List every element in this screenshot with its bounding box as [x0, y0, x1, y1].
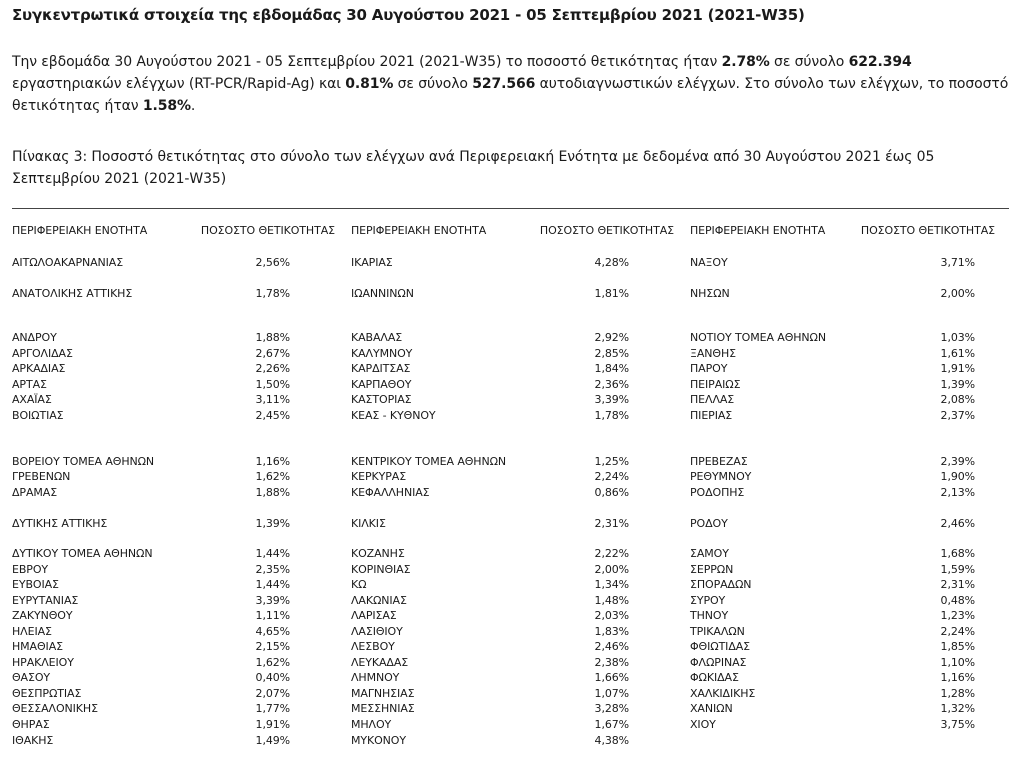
- region-positivity-rate: 3,39%: [255, 594, 290, 607]
- region-positivity-rate: 4,65%: [255, 625, 290, 638]
- region-positivity-rate: 2,00%: [594, 563, 629, 576]
- region-positivity-rate: 2,46%: [940, 517, 975, 530]
- table-caption: Πίνακας 3: Ποσοστό θετικότητας στο σύνολο των ελέγχων ανά Περιφερειακή Ενότητα με δεδομένα από 30 Αυγούστου 2021 έως 05 Σεπτεμβρίου 2021 (2021-W35): [12, 149, 935, 187]
- region-positivity-rate: 2,08%: [940, 393, 975, 406]
- table-top-rule: [12, 208, 1009, 209]
- region-name: ΦΩΚΙΔΑΣ: [690, 671, 739, 684]
- region-positivity-rate: 1,11%: [255, 609, 290, 622]
- region-positivity-rate: 1,91%: [255, 718, 290, 731]
- region-positivity-rate: 1,32%: [940, 702, 975, 715]
- region-positivity-rate: 2,39%: [940, 455, 975, 468]
- region-positivity-rate: 1,67%: [594, 718, 629, 731]
- region-positivity-rate: 2,31%: [594, 517, 629, 530]
- header-region: ΠΕΡΙΦΕΡΕΙΑΚΗ ΕΝΟΤΗΤΑ: [690, 224, 826, 237]
- region-name: ΚΟΖΑΝΗΣ: [351, 547, 405, 560]
- region-name: ΕΒΡΟΥ: [12, 563, 49, 576]
- region-name: ΚΑΡΔΙΤΣΑΣ: [351, 362, 411, 375]
- region-positivity-rate: 2,07%: [255, 687, 290, 700]
- region-positivity-rate: 2,85%: [594, 347, 629, 360]
- region-name: ΧΙΟΥ: [690, 718, 716, 731]
- page-heading: Συγκεντρωτικά στοιχεία της εβδομάδας 30 Αυγούστου 2021 - 05 Σεπτεμβρίου 2021 (2021-W35): [12, 6, 805, 24]
- region-positivity-rate: 1,68%: [940, 547, 975, 560]
- header-positivity-rate: ΠΟΣΟΣΤΟ ΘΕΤΙΚΟΤΗΤΑΣ: [539, 224, 674, 237]
- region-name: ΑΡΤΑΣ: [12, 378, 47, 391]
- region-positivity-rate: 1,23%: [940, 609, 975, 622]
- region-positivity-rate: 1,44%: [255, 547, 290, 560]
- region-name: ΙΚΑΡΙΑΣ: [351, 256, 393, 269]
- region-name: ΘΑΣΟΥ: [12, 671, 51, 684]
- summary-text: .: [190, 98, 196, 114]
- region-positivity-rate: 1,81%: [594, 287, 629, 300]
- summary-text: σε σύνολο: [393, 76, 473, 92]
- region-positivity-rate: 2,26%: [255, 362, 290, 375]
- region-positivity-rate: 1,78%: [255, 287, 290, 300]
- summary-paragraph: [12, 51, 1012, 117]
- region-positivity-rate: 1,88%: [255, 486, 290, 499]
- region-name: ΙΩΑΝΝΙΝΩΝ: [351, 287, 414, 300]
- region-name: ΘΗΡΑΣ: [12, 718, 50, 731]
- region-positivity-rate: 1,84%: [594, 362, 629, 375]
- region-positivity-rate: 4,28%: [594, 256, 629, 269]
- summary-text: αυτοδιαγνωστικών ελέγχων. Στο σύνολο των ελέγχων, το ποσοστό θετικότητας ήταν: [12, 76, 1009, 114]
- region-name: ΝΟΤΙΟΥ ΤΟΜΕΑ ΑΘΗΝΩΝ: [690, 331, 826, 344]
- region-name: ΜΥΚΟΝΟΥ: [351, 734, 406, 747]
- region-name: ΝΗΣΩΝ: [690, 287, 730, 300]
- region-name: ΑΝΑΤΟΛΙΚΗΣ ΑΤΤΙΚΗΣ: [12, 287, 133, 300]
- region-name: ΠΕΙΡΑΙΩΣ: [690, 378, 741, 391]
- region-name: ΚΕΡΚΥΡΑΣ: [351, 470, 407, 483]
- region-name: ΒΟΡΕΙΟΥ ΤΟΜΕΑ ΑΘΗΝΩΝ: [12, 455, 155, 468]
- region-positivity-rate: 1,48%: [594, 594, 629, 607]
- region-name: ΛΑΚΩΝΙΑΣ: [351, 594, 407, 607]
- region-positivity-rate: 2,37%: [940, 409, 975, 422]
- region-positivity-rate: 2,38%: [594, 656, 629, 669]
- region-positivity-rate: 1,39%: [940, 378, 975, 391]
- self-test-positivity-rate: 0.81%: [345, 76, 394, 92]
- region-name: ΛΑΡΙΣΑΣ: [351, 609, 397, 622]
- region-positivity-rate: 1,59%: [940, 563, 975, 576]
- region-name: ΓΡΕΒΕΝΩΝ: [12, 470, 71, 483]
- region-name: ΡΟΔΟΥ: [690, 517, 728, 530]
- region-positivity-rate: 1,50%: [255, 378, 290, 391]
- region-positivity-rate: 1,07%: [594, 687, 629, 700]
- region-positivity-rate: 1,39%: [255, 517, 290, 530]
- region-positivity-rate: 1,28%: [940, 687, 975, 700]
- region-positivity-rate: 3,28%: [594, 702, 629, 715]
- region-name: ΛΕΥΚΑΔΑΣ: [351, 656, 409, 669]
- region-positivity-rate: 3,75%: [940, 718, 975, 731]
- region-name: ΜΑΓΝΗΣΙΑΣ: [351, 687, 415, 700]
- region-name: ΠΡΕΒΕΖΑΣ: [690, 455, 748, 468]
- region-positivity-rate: 2,92%: [594, 331, 629, 344]
- region-name: ΚΑΣΤΟΡΙΑΣ: [351, 393, 412, 406]
- region-positivity-rate: 1,10%: [940, 656, 975, 669]
- region-name: ΧΑΛΚΙΔΙΚΗΣ: [690, 687, 756, 700]
- region-positivity-rate: 0,86%: [594, 486, 629, 499]
- region-name: ΕΥΡΥΤΑΝΙΑΣ: [12, 594, 79, 607]
- region-positivity-rate: 2,15%: [255, 640, 290, 653]
- region-positivity-rate: 1,49%: [255, 734, 290, 747]
- region-positivity-rate: 1,77%: [255, 702, 290, 715]
- region-name: ΦΘΙΩΤΙΔΑΣ: [690, 640, 751, 653]
- region-positivity-rate: 3,11%: [255, 393, 290, 406]
- region-positivity-rate: 3,39%: [594, 393, 629, 406]
- region-name: ΚΙΛΚΙΣ: [351, 517, 386, 530]
- region-name: ΑΝΔΡΟΥ: [12, 331, 57, 344]
- region-name: ΑΙΤΩΛΟΑΚΑΡΝΑΝΙΑΣ: [12, 256, 124, 269]
- lab-tests-total: 622.394: [848, 54, 912, 70]
- region-name: ΚΑΒΑΛΑΣ: [351, 331, 403, 344]
- region-positivity-rate: 1,44%: [255, 578, 290, 591]
- region-positivity-rate: 2,36%: [594, 378, 629, 391]
- summary-text: Την εβδομάδα 30 Αυγούστου 2021 - 05 Σεπτεμβρίου 2021 (2021-W35) το ποσοστό θετικότητας ήταν: [12, 54, 722, 70]
- region-name: ΘΕΣΠΡΩΤΙΑΣ: [12, 687, 82, 700]
- region-name: ΞΑΝΘΗΣ: [690, 347, 736, 360]
- region-name: ΗΡΑΚΛΕΙΟΥ: [12, 656, 74, 669]
- region-name: ΒΟΙΩΤΙΑΣ: [12, 409, 64, 422]
- region-positivity-rate: 2,35%: [255, 563, 290, 576]
- region-name: ΠΑΡΟΥ: [690, 362, 728, 375]
- region-positivity-rate: 0,40%: [255, 671, 290, 684]
- region-name: ΕΥΒΟΙΑΣ: [12, 578, 59, 591]
- region-positivity-rate: 2,03%: [594, 609, 629, 622]
- region-positivity-rate: 1,16%: [940, 671, 975, 684]
- region-positivity-rate: 2,13%: [940, 486, 975, 499]
- region-positivity-rate: 2,56%: [255, 256, 290, 269]
- total-positivity-rate: 1.58%: [142, 98, 191, 114]
- region-positivity-rate: 2,24%: [594, 470, 629, 483]
- region-positivity-rate: 1,83%: [594, 625, 629, 638]
- region-name: ΡΟΔΟΠΗΣ: [690, 486, 745, 499]
- region-name: ΚΕΑΣ - ΚΥΘΝΟΥ: [351, 409, 436, 422]
- region-name: ΣΕΡΡΩΝ: [690, 563, 734, 576]
- summary-text: σε σύνολο: [769, 54, 849, 70]
- region-name: ΗΛΕΙΑΣ: [12, 625, 52, 638]
- region-positivity-rate: 1,62%: [255, 656, 290, 669]
- region-name: ΛΑΣΙΘΙΟΥ: [351, 625, 403, 638]
- region-name: ΘΕΣΣΑΛΟΝΙΚΗΣ: [12, 702, 98, 715]
- region-positivity-rate: 1,85%: [940, 640, 975, 653]
- region-name: ΑΡΚΑΔΙΑΣ: [12, 362, 66, 375]
- region-name: ΤΡΙΚΑΛΩΝ: [690, 625, 745, 638]
- region-positivity-rate: 2,24%: [940, 625, 975, 638]
- region-name: ΗΜΑΘΙΑΣ: [12, 640, 63, 653]
- region-positivity-rate: 1,91%: [940, 362, 975, 375]
- region-positivity-rate: 1,03%: [940, 331, 975, 344]
- region-name: ΠΕΛΛΑΣ: [690, 393, 735, 406]
- header-region: ΠΕΡΙΦΕΡΕΙΑΚΗ ΕΝΟΤΗΤΑ: [12, 224, 148, 237]
- lab-positivity-rate: 2.78%: [721, 54, 770, 70]
- region-name: ΣΠΟΡΑΔΩΝ: [690, 578, 752, 591]
- region-name: ΛΗΜΝΟΥ: [351, 671, 400, 684]
- region-positivity-rate: 1,66%: [594, 671, 629, 684]
- region-positivity-rate: 1,34%: [594, 578, 629, 591]
- region-name: ΚΟΡΙΝΘΙΑΣ: [351, 563, 411, 576]
- region-name: ΜΕΣΣΗΝΙΑΣ: [351, 702, 415, 715]
- region-name: ΔΥΤΙΚΟΥ ΤΟΜΕΑ ΑΘΗΝΩΝ: [12, 547, 153, 560]
- region-positivity-rate: 1,61%: [940, 347, 975, 360]
- region-name: ΔΥΤΙΚΗΣ ΑΤΤΙΚΗΣ: [12, 517, 108, 530]
- self-tests-total: 527.566: [472, 76, 536, 92]
- region-positivity-rate: 1,25%: [594, 455, 629, 468]
- region-positivity-rate: 1,88%: [255, 331, 290, 344]
- region-name: ΠΙΕΡΙΑΣ: [690, 409, 733, 422]
- region-positivity-rate: 3,71%: [940, 256, 975, 269]
- header-region: ΠΕΡΙΦΕΡΕΙΑΚΗ ΕΝΟΤΗΤΑ: [351, 224, 487, 237]
- region-positivity-rate: 2,22%: [594, 547, 629, 560]
- region-positivity-rate: 1,62%: [255, 470, 290, 483]
- region-positivity-rate: 2,31%: [940, 578, 975, 591]
- summary-text: εργαστηριακών ελέγχων (RT-PCR/Rapid-Ag) και: [12, 76, 346, 92]
- region-name: ΚΑΛΥΜΝΟΥ: [351, 347, 413, 360]
- region-name: ΚΕΦΑΛΛΗΝΙΑΣ: [351, 486, 430, 499]
- region-name: ΧΑΝΙΩΝ: [690, 702, 733, 715]
- region-name: ΑΧΑΪΑΣ: [12, 393, 52, 406]
- region-name: ΚΕΝΤΡΙΚΟΥ ΤΟΜΕΑ ΑΘΗΝΩΝ: [351, 455, 507, 468]
- region-name: ΣΥΡΟΥ: [690, 594, 726, 607]
- region-name: ΣΑΜΟΥ: [690, 547, 729, 560]
- region-positivity-rate: 1,78%: [594, 409, 629, 422]
- region-name: ΑΡΓΟΛΙΔΑΣ: [12, 347, 73, 360]
- region-name: ΖΑΚΥΝΘΟΥ: [12, 609, 73, 622]
- region-positivity-rate: 2,45%: [255, 409, 290, 422]
- region-name: ΛΕΣΒΟΥ: [351, 640, 395, 653]
- region-positivity-rate: 1,16%: [255, 455, 290, 468]
- region-positivity-rate: 0,48%: [940, 594, 975, 607]
- region-name: ΚΑΡΠΑΘΟΥ: [351, 378, 412, 391]
- region-name: ΔΡΑΜΑΣ: [12, 486, 58, 499]
- header-positivity-rate: ΠΟΣΟΣΤΟ ΘΕΤΙΚΟΤΗΤΑΣ: [200, 224, 335, 237]
- region-positivity-rate: 2,46%: [594, 640, 629, 653]
- header-positivity-rate: ΠΟΣΟΣΤΟ ΘΕΤΙΚΟΤΗΤΑΣ: [860, 224, 995, 237]
- region-name: ΤΗΝΟΥ: [690, 609, 729, 622]
- region-positivity-rate: 1,90%: [940, 470, 975, 483]
- region-name: ΝΑΞΟΥ: [690, 256, 728, 269]
- region-name: ΙΘΑΚΗΣ: [12, 734, 54, 747]
- region-name: ΡΕΘΥΜΝΟΥ: [690, 470, 752, 483]
- region-name: ΦΛΩΡΙΝΑΣ: [690, 656, 747, 669]
- region-name: ΚΩ: [351, 578, 367, 591]
- region-name: ΜΗΛΟΥ: [351, 718, 392, 731]
- region-positivity-rate: 2,00%: [940, 287, 975, 300]
- region-positivity-rate: 4,38%: [594, 734, 629, 747]
- region-positivity-rate: 2,67%: [255, 347, 290, 360]
